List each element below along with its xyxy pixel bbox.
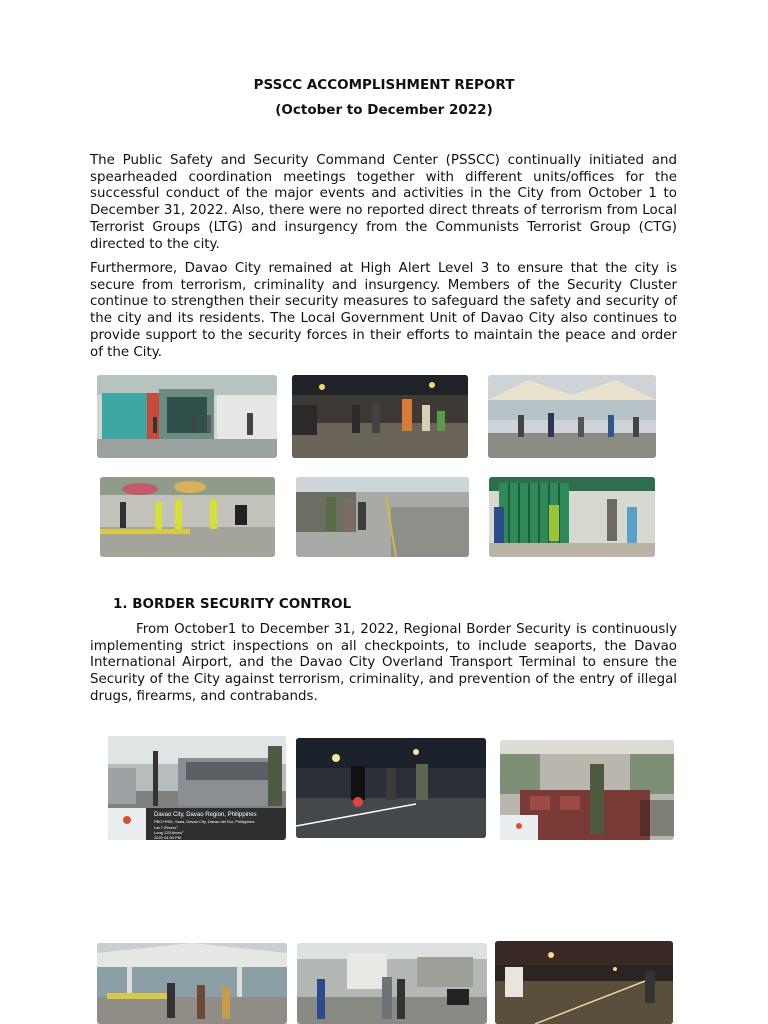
photo-road-inspection xyxy=(296,477,469,557)
photo-checkpoint-night xyxy=(292,375,468,458)
geotag-caption-title: Davao City, Davao Region, Philippines xyxy=(154,812,257,818)
photo-night-road-checkpoint xyxy=(495,941,673,1024)
geotag-caption-time: 2022 04:04 PM xyxy=(154,835,182,840)
photo-airport-terminal xyxy=(97,943,287,1024)
photo-night-motorcycle xyxy=(296,738,486,838)
report-title: PSSCC ACCOMPLISHMENT REPORT xyxy=(253,77,515,93)
photo-terminal-entrance xyxy=(97,375,277,458)
photo-terminal-checkpoint xyxy=(297,943,487,1024)
photo-bus-interior xyxy=(500,740,674,840)
geotag-caption-address: PBO+P6G, Sasa, Davao City, Davao del Sur, Philippines xyxy=(154,819,255,824)
photo-car-inspection xyxy=(108,736,286,840)
intro-paragraph-1: The Public Safety and Security Command Center (PSSCC) continually initiated and spearheaded coordination meetings together with different units/offices for the successful conduct of the major events and activities in the City from October 1 to December 31, 2022. Also, there were no reported direct threats of terrorism from Local Terrorist Groups (LTG) and insurgency from the Communists Terrorist Group (CTG) directed to the city. xyxy=(90,153,677,252)
geotag-caption-lat: Lat 7.09xxxx° xyxy=(154,825,179,830)
photo-street-crowd xyxy=(100,477,275,557)
report-period: (October to December 2022) xyxy=(275,102,493,118)
intro-paragraph-2: Furthermore, Davao City remained at High Alert Level 3 to ensure that the city is secure from terrorism, criminality and insurgency. Members of the Security Cluster continue to strengthen their security measures to safeguard the safety and security of the city and its residents. The Local Government Unit of Davao City also continues to provide support to the security forces in their efforts to maintain the peace and order of the City. xyxy=(90,261,677,360)
section-heading-border-security: 1. BORDER SECURITY CONTROL xyxy=(113,596,352,612)
geotag-caption-long: Long 125.6xxxx° xyxy=(154,830,184,835)
photo-tent-area xyxy=(488,375,656,458)
border-security-paragraph: From October1 to December 31, 2022, Regional Border Security is continuously implementing strict inspections on all checkpoints, to include seaports, the Davao International Airport, and the Davao City Overland Transport Terminal to ensure the Security of the City against terrorism, criminality, and prevention of the entry of illegal drugs, firearms, and contrabands. xyxy=(90,622,677,704)
photo-gate-checkpoint xyxy=(489,477,655,557)
